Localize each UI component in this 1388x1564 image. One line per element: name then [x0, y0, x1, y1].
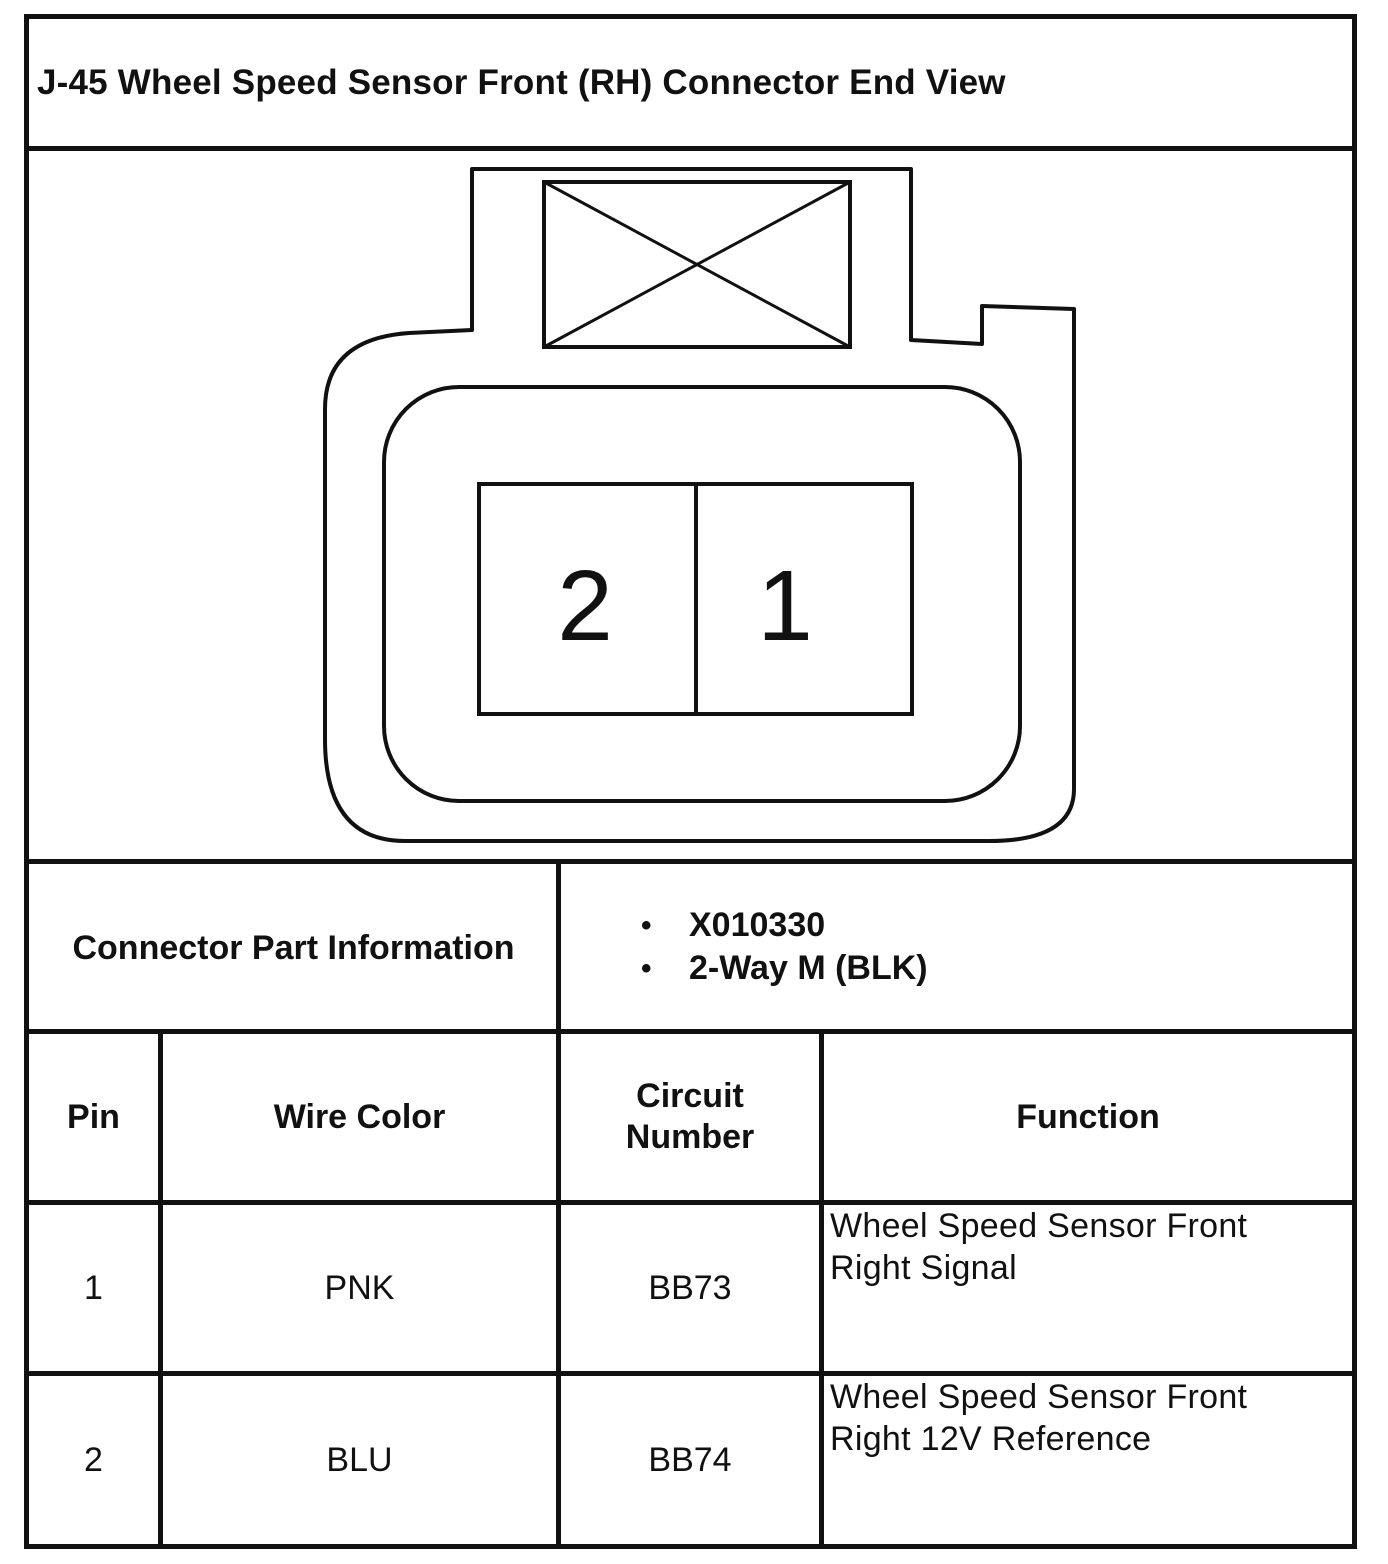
connector-end-view-diagram: [29, 19, 1352, 859]
cell-wire-color: PNK: [324, 1268, 395, 1307]
part-info-list: [641, 904, 928, 990]
header-pin: Pin: [67, 1097, 120, 1136]
connector-type: 2-Way M (BLK): [689, 949, 928, 987]
cell-circuit: BB73: [648, 1268, 732, 1307]
part-number: X010330: [689, 906, 826, 944]
cell-circuit: BB74: [648, 1440, 732, 1479]
function-line: Right Signal: [830, 1249, 1017, 1287]
cell-pin: 2: [84, 1440, 103, 1479]
header-number-line: Number: [625, 1118, 755, 1156]
header-circuit-number: [561, 1034, 819, 1200]
connector-sheet: [24, 14, 1357, 1549]
header-function: Function: [1016, 1097, 1160, 1136]
function-line: Wheel Speed Sensor Front: [830, 1378, 1248, 1416]
pin-label: 1: [757, 550, 813, 662]
page-title: J-45 Wheel Speed Sensor Front (RH) Connector End View: [37, 63, 1006, 102]
cell-pin: 1: [84, 1268, 103, 1307]
connector-housing-outline: [325, 169, 1074, 841]
cell-function: [824, 1376, 1352, 1544]
bullet-icon: •: [641, 952, 652, 985]
part-info-label: Connector Part Information: [72, 929, 515, 967]
function-line: Right 12V Reference: [830, 1420, 1152, 1458]
list-item: [641, 947, 928, 990]
latch-icon: [544, 182, 850, 347]
header-circuit-line: Circuit: [636, 1077, 744, 1115]
function-line: Wheel Speed Sensor Front: [830, 1207, 1248, 1245]
pin-label: 2: [557, 550, 613, 662]
bullet-icon: •: [641, 909, 652, 942]
header-wire-color: Wire Color: [273, 1097, 446, 1136]
list-item: [641, 904, 928, 947]
cell-wire-color: BLU: [326, 1440, 393, 1479]
cell-function: [824, 1205, 1352, 1371]
